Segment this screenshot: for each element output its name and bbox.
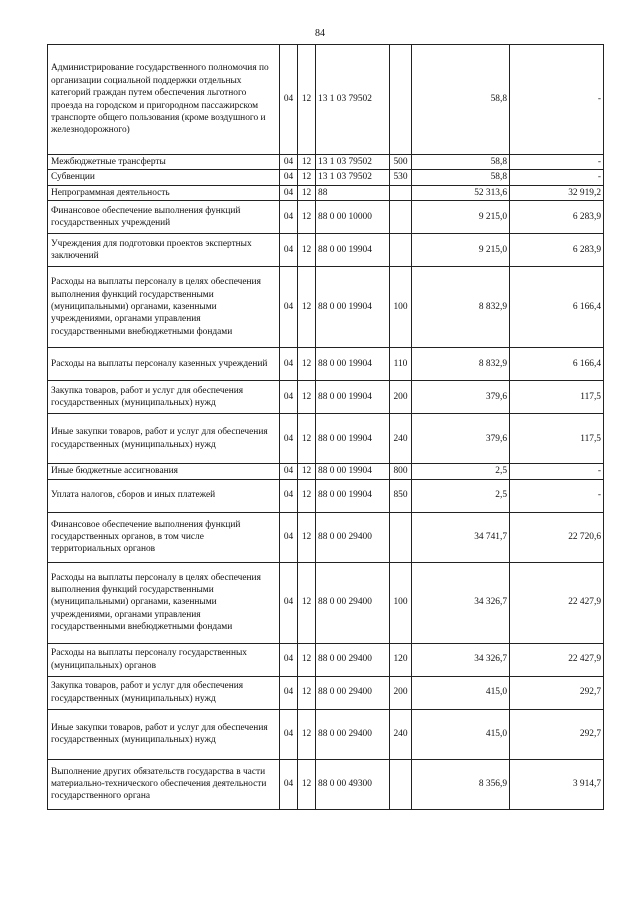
table-cell-sum-2: 117,5 (510, 381, 604, 414)
table-cell-vr: 200 (390, 676, 412, 709)
table-cell-pr: 12 (298, 267, 316, 348)
table-cell-name: Закупка товаров, работ и услуг для обеспечения государственных (муниципальных) нужд (48, 676, 280, 709)
table-cell-rz: 04 (280, 381, 298, 414)
table-row (48, 479, 604, 512)
table-row (48, 45, 604, 155)
table-cell-sum-1: 9 215,0 (412, 201, 510, 234)
table-row (48, 170, 604, 185)
table-cell-name: Иные закупки товаров, работ и услуг для обеспечения государственных (муниципальных) нужд (48, 709, 280, 759)
table-cell-name: Уплата налогов, сборов и иных платежей (48, 479, 280, 512)
table-cell-vr (390, 45, 412, 155)
table-cell-sum-1: 58,8 (412, 170, 510, 185)
table-cell-sum-1: 8 356,9 (412, 759, 510, 809)
table-cell-vr: 240 (390, 414, 412, 464)
table-cell-vr (390, 201, 412, 234)
table-row (48, 414, 604, 464)
table-cell-sum-2: 292,7 (510, 709, 604, 759)
table-cell-pr: 12 (298, 234, 316, 267)
table-cell-csr: 88 0 00 19904 (316, 234, 390, 267)
table-cell-pr: 12 (298, 381, 316, 414)
table-cell-sum-2: 6 166,4 (510, 267, 604, 348)
table-cell-csr: 88 0 00 19904 (316, 348, 390, 381)
table-cell-pr: 12 (298, 185, 316, 200)
table-cell-rz: 04 (280, 479, 298, 512)
table-cell-vr: 120 (390, 643, 412, 676)
table-cell-name: Закупка товаров, работ и услуг для обеспечения государственных (муниципальных) нужд (48, 381, 280, 414)
table-row (48, 234, 604, 267)
table-cell-rz: 04 (280, 267, 298, 348)
table-cell-sum-1: 52 313,6 (412, 185, 510, 200)
table-cell-vr (390, 234, 412, 267)
table-cell-pr: 12 (298, 170, 316, 185)
table-cell-csr: 88 0 00 19904 (316, 381, 390, 414)
table-cell-vr: 110 (390, 348, 412, 381)
table-cell-sum-1: 379,6 (412, 381, 510, 414)
table-cell-sum-1: 2,5 (412, 464, 510, 479)
table-cell-sum-2: 22 720,6 (510, 512, 604, 562)
table-cell-sum-2: - (510, 45, 604, 155)
table-cell-pr: 12 (298, 643, 316, 676)
table-cell-csr: 88 0 00 19904 (316, 414, 390, 464)
table-cell-rz: 04 (280, 464, 298, 479)
table-cell-pr: 12 (298, 512, 316, 562)
table-cell-rz: 04 (280, 234, 298, 267)
table-cell-name: Непрограммная деятельность (48, 185, 280, 200)
table-cell-pr: 12 (298, 479, 316, 512)
table-cell-csr: 88 0 00 29400 (316, 512, 390, 562)
table-cell-name: Расходы на выплаты персоналу в целях обеспечения выполнения функций государственными (муниципальными) органами, казенными учреждениями, органами управления государственными внебюджетными фондами (48, 562, 280, 643)
page-number: 84 (315, 28, 325, 39)
table-cell-sum-1: 34 326,7 (412, 643, 510, 676)
table-row (48, 643, 604, 676)
table-cell-sum-2: 22 427,9 (510, 643, 604, 676)
table-cell-pr: 12 (298, 464, 316, 479)
table-cell-vr (390, 185, 412, 200)
table-cell-sum-1: 34 326,7 (412, 562, 510, 643)
budget-table (47, 44, 604, 810)
table-cell-sum-2: 22 427,9 (510, 562, 604, 643)
table-row (48, 155, 604, 170)
table-cell-rz: 04 (280, 414, 298, 464)
table-cell-rz: 04 (280, 185, 298, 200)
table-cell-csr: 13 1 03 79502 (316, 155, 390, 170)
table-cell-csr: 13 1 03 79502 (316, 45, 390, 155)
table-cell-csr: 88 0 00 19904 (316, 464, 390, 479)
table-cell-vr: 530 (390, 170, 412, 185)
table-cell-pr: 12 (298, 201, 316, 234)
table-cell-rz: 04 (280, 512, 298, 562)
table-cell-name: Иные закупки товаров, работ и услуг для обеспечения государственных (муниципальных) нужд (48, 414, 280, 464)
table-cell-sum-1: 8 832,9 (412, 267, 510, 348)
table-cell-pr: 12 (298, 676, 316, 709)
table-row (48, 185, 604, 200)
table-cell-sum-1: 379,6 (412, 414, 510, 464)
table-cell-pr: 12 (298, 348, 316, 381)
table-cell-sum-2: 32 919,2 (510, 185, 604, 200)
table-cell-sum-1: 415,0 (412, 676, 510, 709)
table-cell-sum-2: 3 914,7 (510, 759, 604, 809)
table-cell-rz: 04 (280, 676, 298, 709)
table-cell-csr: 88 0 00 29400 (316, 709, 390, 759)
table-cell-sum-1: 34 741,7 (412, 512, 510, 562)
table-cell-name: Финансовое обеспечение выполнения функций государственных учреждений (48, 201, 280, 234)
table-cell-rz: 04 (280, 45, 298, 155)
table-cell-vr (390, 759, 412, 809)
table-cell-csr: 88 (316, 185, 390, 200)
table-cell-sum-2: 6 166,4 (510, 348, 604, 381)
table-cell-pr: 12 (298, 759, 316, 809)
table-cell-sum-1: 9 215,0 (412, 234, 510, 267)
table-cell-csr: 88 0 00 49300 (316, 759, 390, 809)
table-cell-name: Учреждения для подготовки проектов экспертных заключений (48, 234, 280, 267)
table-cell-sum-1: 58,8 (412, 155, 510, 170)
table-cell-sum-2: - (510, 170, 604, 185)
table-cell-pr: 12 (298, 709, 316, 759)
table-cell-sum-2: - (510, 479, 604, 512)
table-cell-vr: 200 (390, 381, 412, 414)
table-cell-sum-2: 6 283,9 (510, 201, 604, 234)
table-row (48, 709, 604, 759)
table-cell-vr (390, 512, 412, 562)
table-cell-name: Расходы на выплаты персоналу в целях обеспечения выполнения функций государственными (муниципальными) органами, казенными учреждениями, органами управления государственными внебюджетными фондами (48, 267, 280, 348)
table-cell-rz: 04 (280, 155, 298, 170)
table-cell-vr: 800 (390, 464, 412, 479)
table-cell-vr: 500 (390, 155, 412, 170)
table-cell-sum-2: 292,7 (510, 676, 604, 709)
table-cell-pr: 12 (298, 45, 316, 155)
table-cell-rz: 04 (280, 201, 298, 234)
table-cell-rz: 04 (280, 759, 298, 809)
table-cell-rz: 04 (280, 170, 298, 185)
table-cell-sum-1: 415,0 (412, 709, 510, 759)
table-cell-name: Иные бюджетные ассигнования (48, 464, 280, 479)
table-cell-csr: 13 1 03 79502 (316, 170, 390, 185)
table-cell-name: Выполнение других обязательств государства в части материально-технического обеспечения деятельности государственного органа (48, 759, 280, 809)
table-cell-sum-2: - (510, 155, 604, 170)
table-cell-name: Расходы на выплаты персоналу государственных (муниципальных) органов (48, 643, 280, 676)
table-row (48, 676, 604, 709)
table-cell-vr: 100 (390, 267, 412, 348)
table-cell-vr: 100 (390, 562, 412, 643)
table-row (48, 464, 604, 479)
table-cell-rz: 04 (280, 709, 298, 759)
table-cell-sum-1: 8 832,9 (412, 348, 510, 381)
table-cell-csr: 88 0 00 19904 (316, 479, 390, 512)
table-cell-csr: 88 0 00 29400 (316, 562, 390, 643)
table-cell-rz: 04 (280, 348, 298, 381)
table-row (48, 512, 604, 562)
table-cell-name: Межбюджетные трансферты (48, 155, 280, 170)
table-cell-sum-1: 58,8 (412, 45, 510, 155)
table-cell-rz: 04 (280, 562, 298, 643)
table-cell-csr: 88 0 00 10000 (316, 201, 390, 234)
table-cell-name: Финансовое обеспечение выполнения функций государственных органов, в том числе территориальных органов (48, 512, 280, 562)
table-row (48, 267, 604, 348)
table-cell-pr: 12 (298, 414, 316, 464)
table-cell-vr: 850 (390, 479, 412, 512)
table-row (48, 381, 604, 414)
table-cell-sum-2: 6 283,9 (510, 234, 604, 267)
table-cell-csr: 88 0 00 29400 (316, 643, 390, 676)
table-row (48, 759, 604, 809)
table-cell-pr: 12 (298, 155, 316, 170)
table-cell-csr: 88 0 00 29400 (316, 676, 390, 709)
table-row (48, 348, 604, 381)
table-cell-name: Расходы на выплаты персоналу казенных учреждений (48, 348, 280, 381)
table-row (48, 201, 604, 234)
table-row (48, 562, 604, 643)
table-cell-name: Администрирование государственного полномочия по организации социальной поддержки отдельных категорий граждан путем обеспечения льготного проезда на городском и пригородном пассажирском транспорте общего пользования (кроме воздушного и железнодорожного) (48, 45, 280, 155)
table-cell-rz: 04 (280, 643, 298, 676)
table-cell-sum-2: 117,5 (510, 414, 604, 464)
table-cell-sum-2: - (510, 464, 604, 479)
table-cell-pr: 12 (298, 562, 316, 643)
table-cell-sum-1: 2,5 (412, 479, 510, 512)
table-cell-csr: 88 0 00 19904 (316, 267, 390, 348)
table-cell-vr: 240 (390, 709, 412, 759)
table-cell-name: Субвенции (48, 170, 280, 185)
